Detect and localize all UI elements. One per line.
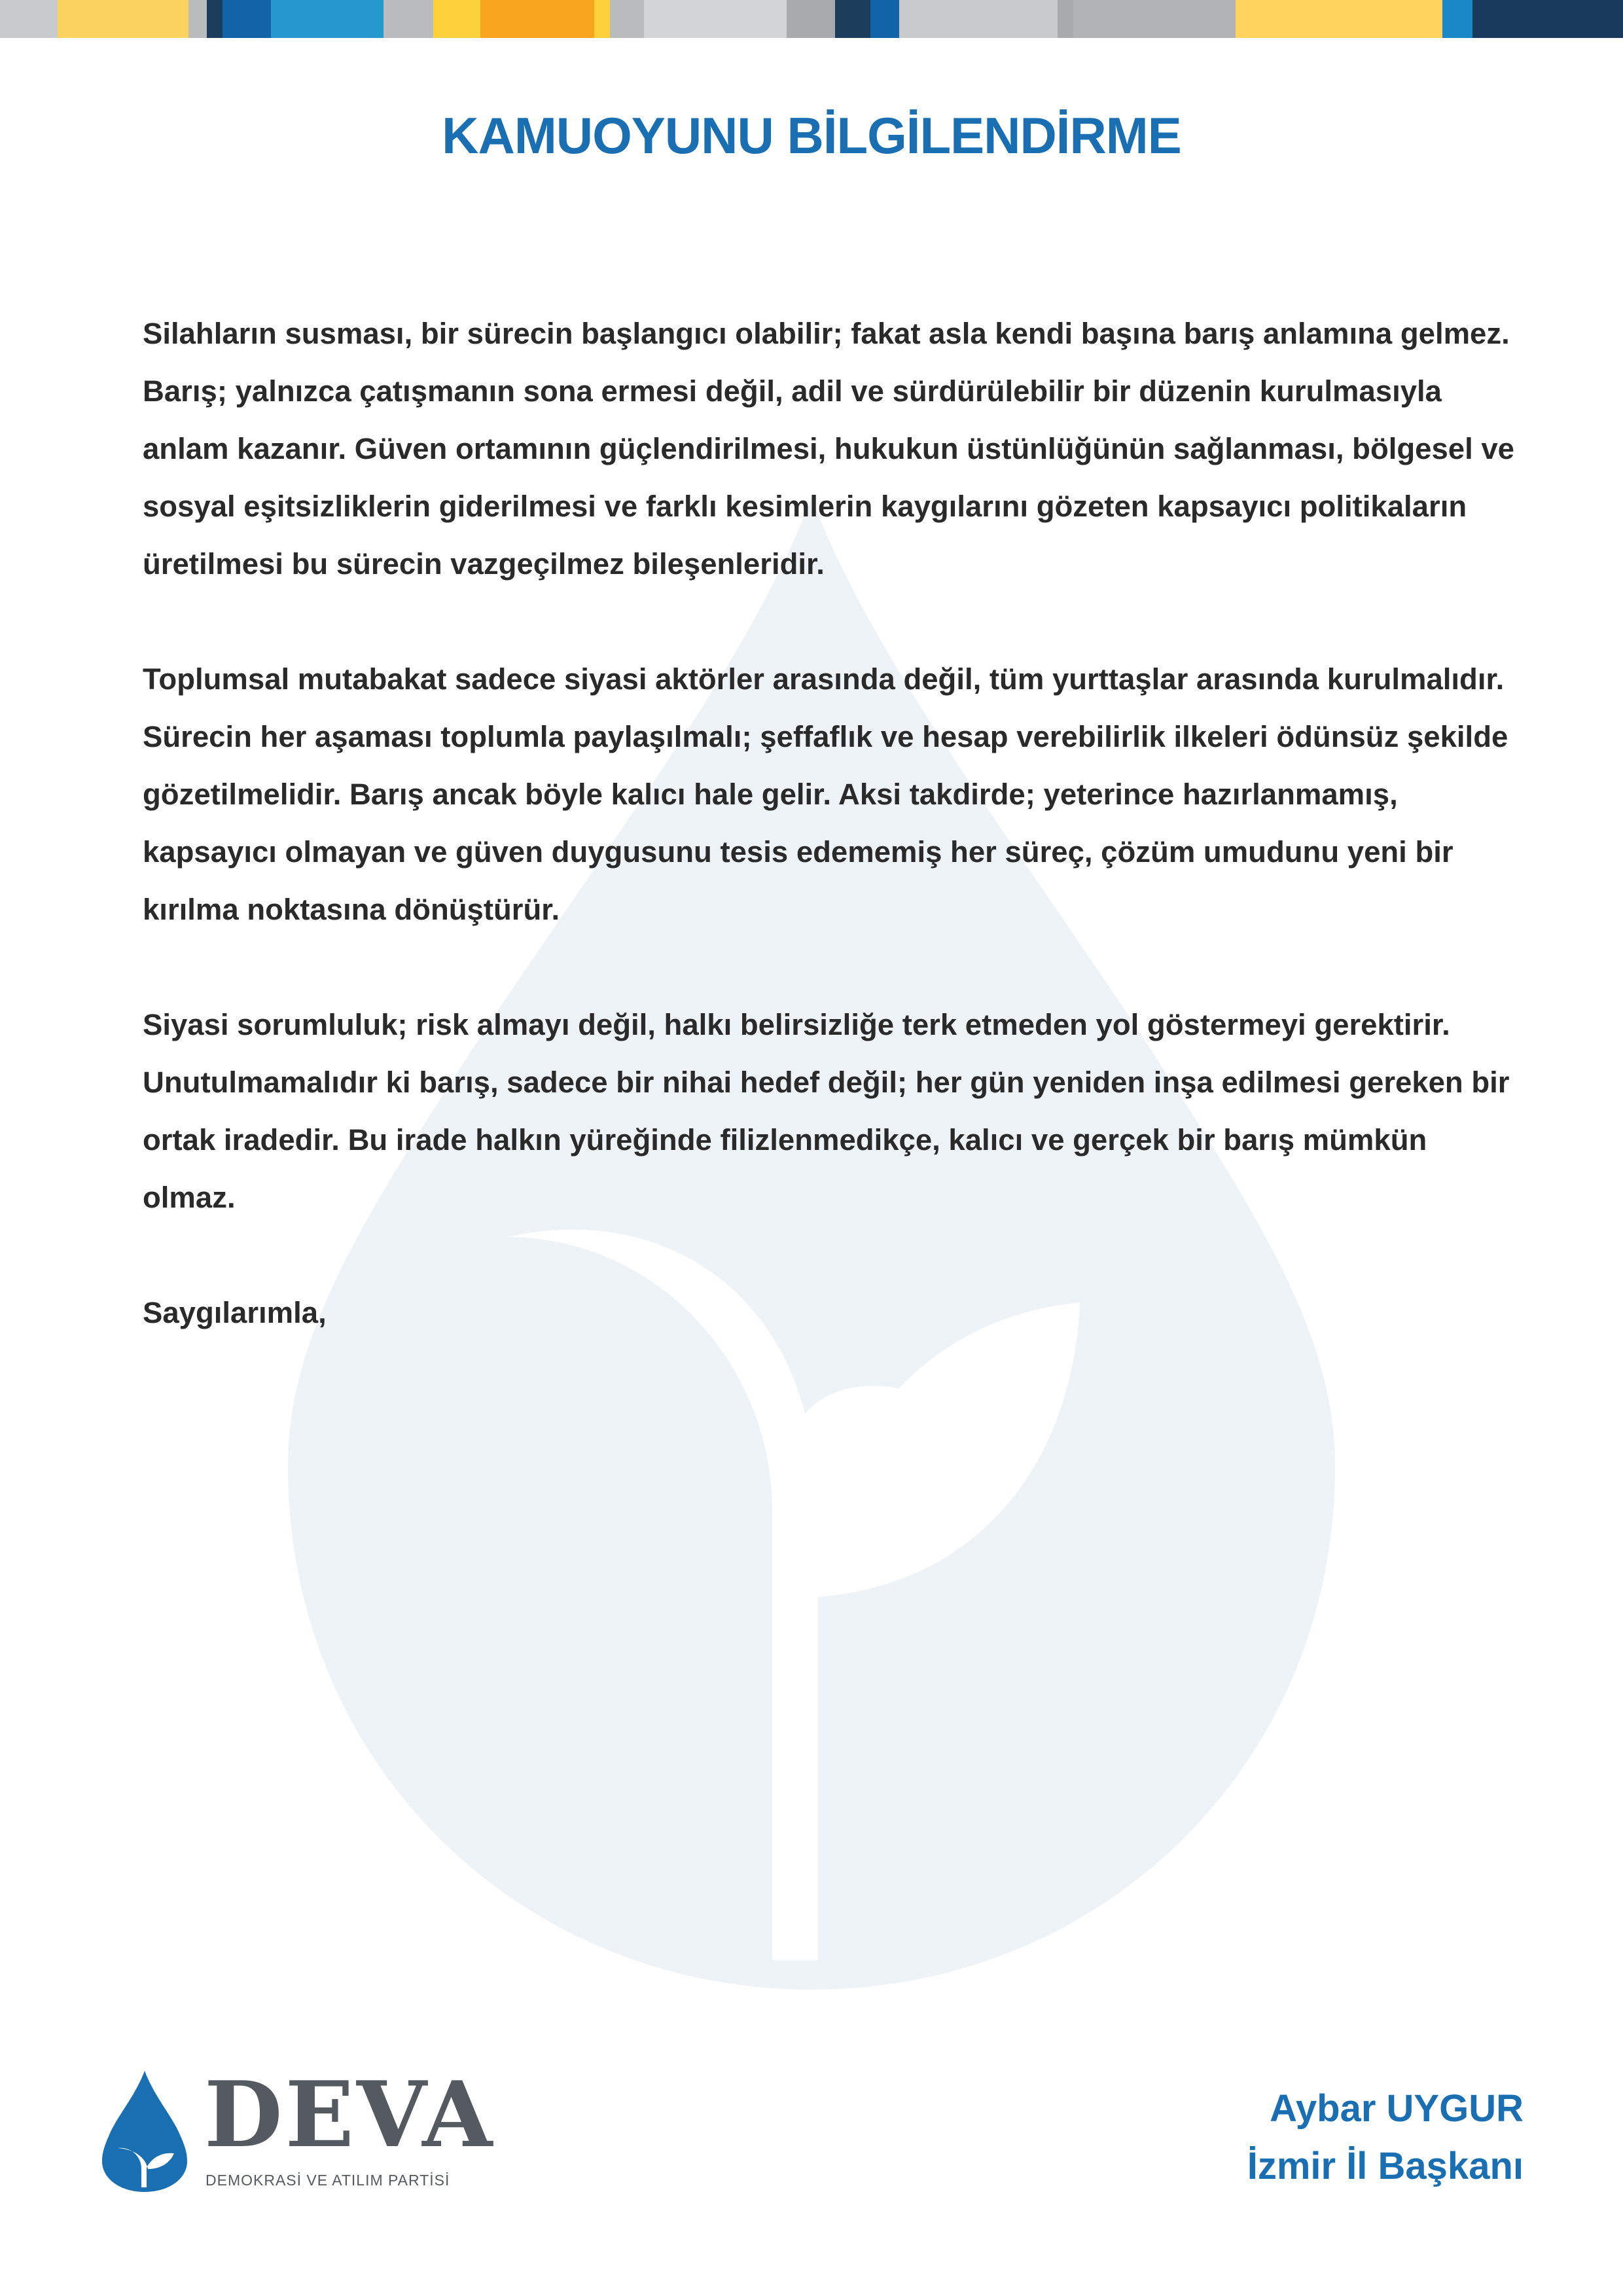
party-logo [102,2061,495,2194]
paragraph: Toplumsal mutabakat sadece siyasi aktörler arasında değil, tüm yurttaşlar arasında kurulmalıdır. Sürecin her aşaması toplumla paylaşılmalı; şeffaflık ve hesap verebilirlik ilkeleri ödünsüz şekilde gözetilmelidir. Barış ancak böyle kalıcı hale gelir. Aksi takdirde; yeterince hazırlanmamış, kapsayıcı olmayan ve güven duygusunu tesis edememiş her süreç, çözüm umudunu yeni bir kırılma noktasına dönüştürür. [143,662,1508,926]
signature-block [1247,2080,1524,2195]
logo-subtitle: DEMOKRASİ VE ATILIM PARTİSİ [205,2172,450,2189]
signatory-name: Aybar UYGUR [1270,2087,1524,2130]
water-drop-sprout-icon [102,2071,187,2192]
letter-body [143,305,1517,1342]
logo-wordmark: DEVA [204,2061,495,2168]
paragraph: Siyasi sorumluluk; risk almayı değil, halkı belirsizliğe terk etmeden yol göstermeyi gerektirir. Unutulmamalıdır ki barış, sadece bir nihai hedef değil; her gün yeniden inşa edilmesi gereken bir ortak iradedir. Bu irade halkın yüreğinde filizlenmedikçe, kalıcı ve gerçek bir barış mümkün olmaz. [143,1008,1510,1214]
page-title: KAMUOYUNU BİLGİLENDİRME [442,107,1181,164]
closing-line: Saygılarımla, [143,1296,327,1329]
paragraph: Silahların susması, bir sürecin başlangıcı olabilir; fakat asla kendi başına barış anlamına gelmez. Barış; yalnızca çatışmanın sona ermesi değil, adil ve sürdürülebilir bir düzenin kurulmasıyla anlam kazanır. Güven ortamının güçlendirilmesi, hukukun üstünlüğünün sağlanması, bölgesel ve sosyal eşitsizliklerin giderilmesi ve farklı kesimlerin kaygılarını gözeten kapsayıcı politikaların üretilmesi bu sürecin vazgeçilmez bileşenleridir. [143,317,1514,581]
signatory-role: İzmir İl Başkanı [1247,2145,1524,2187]
